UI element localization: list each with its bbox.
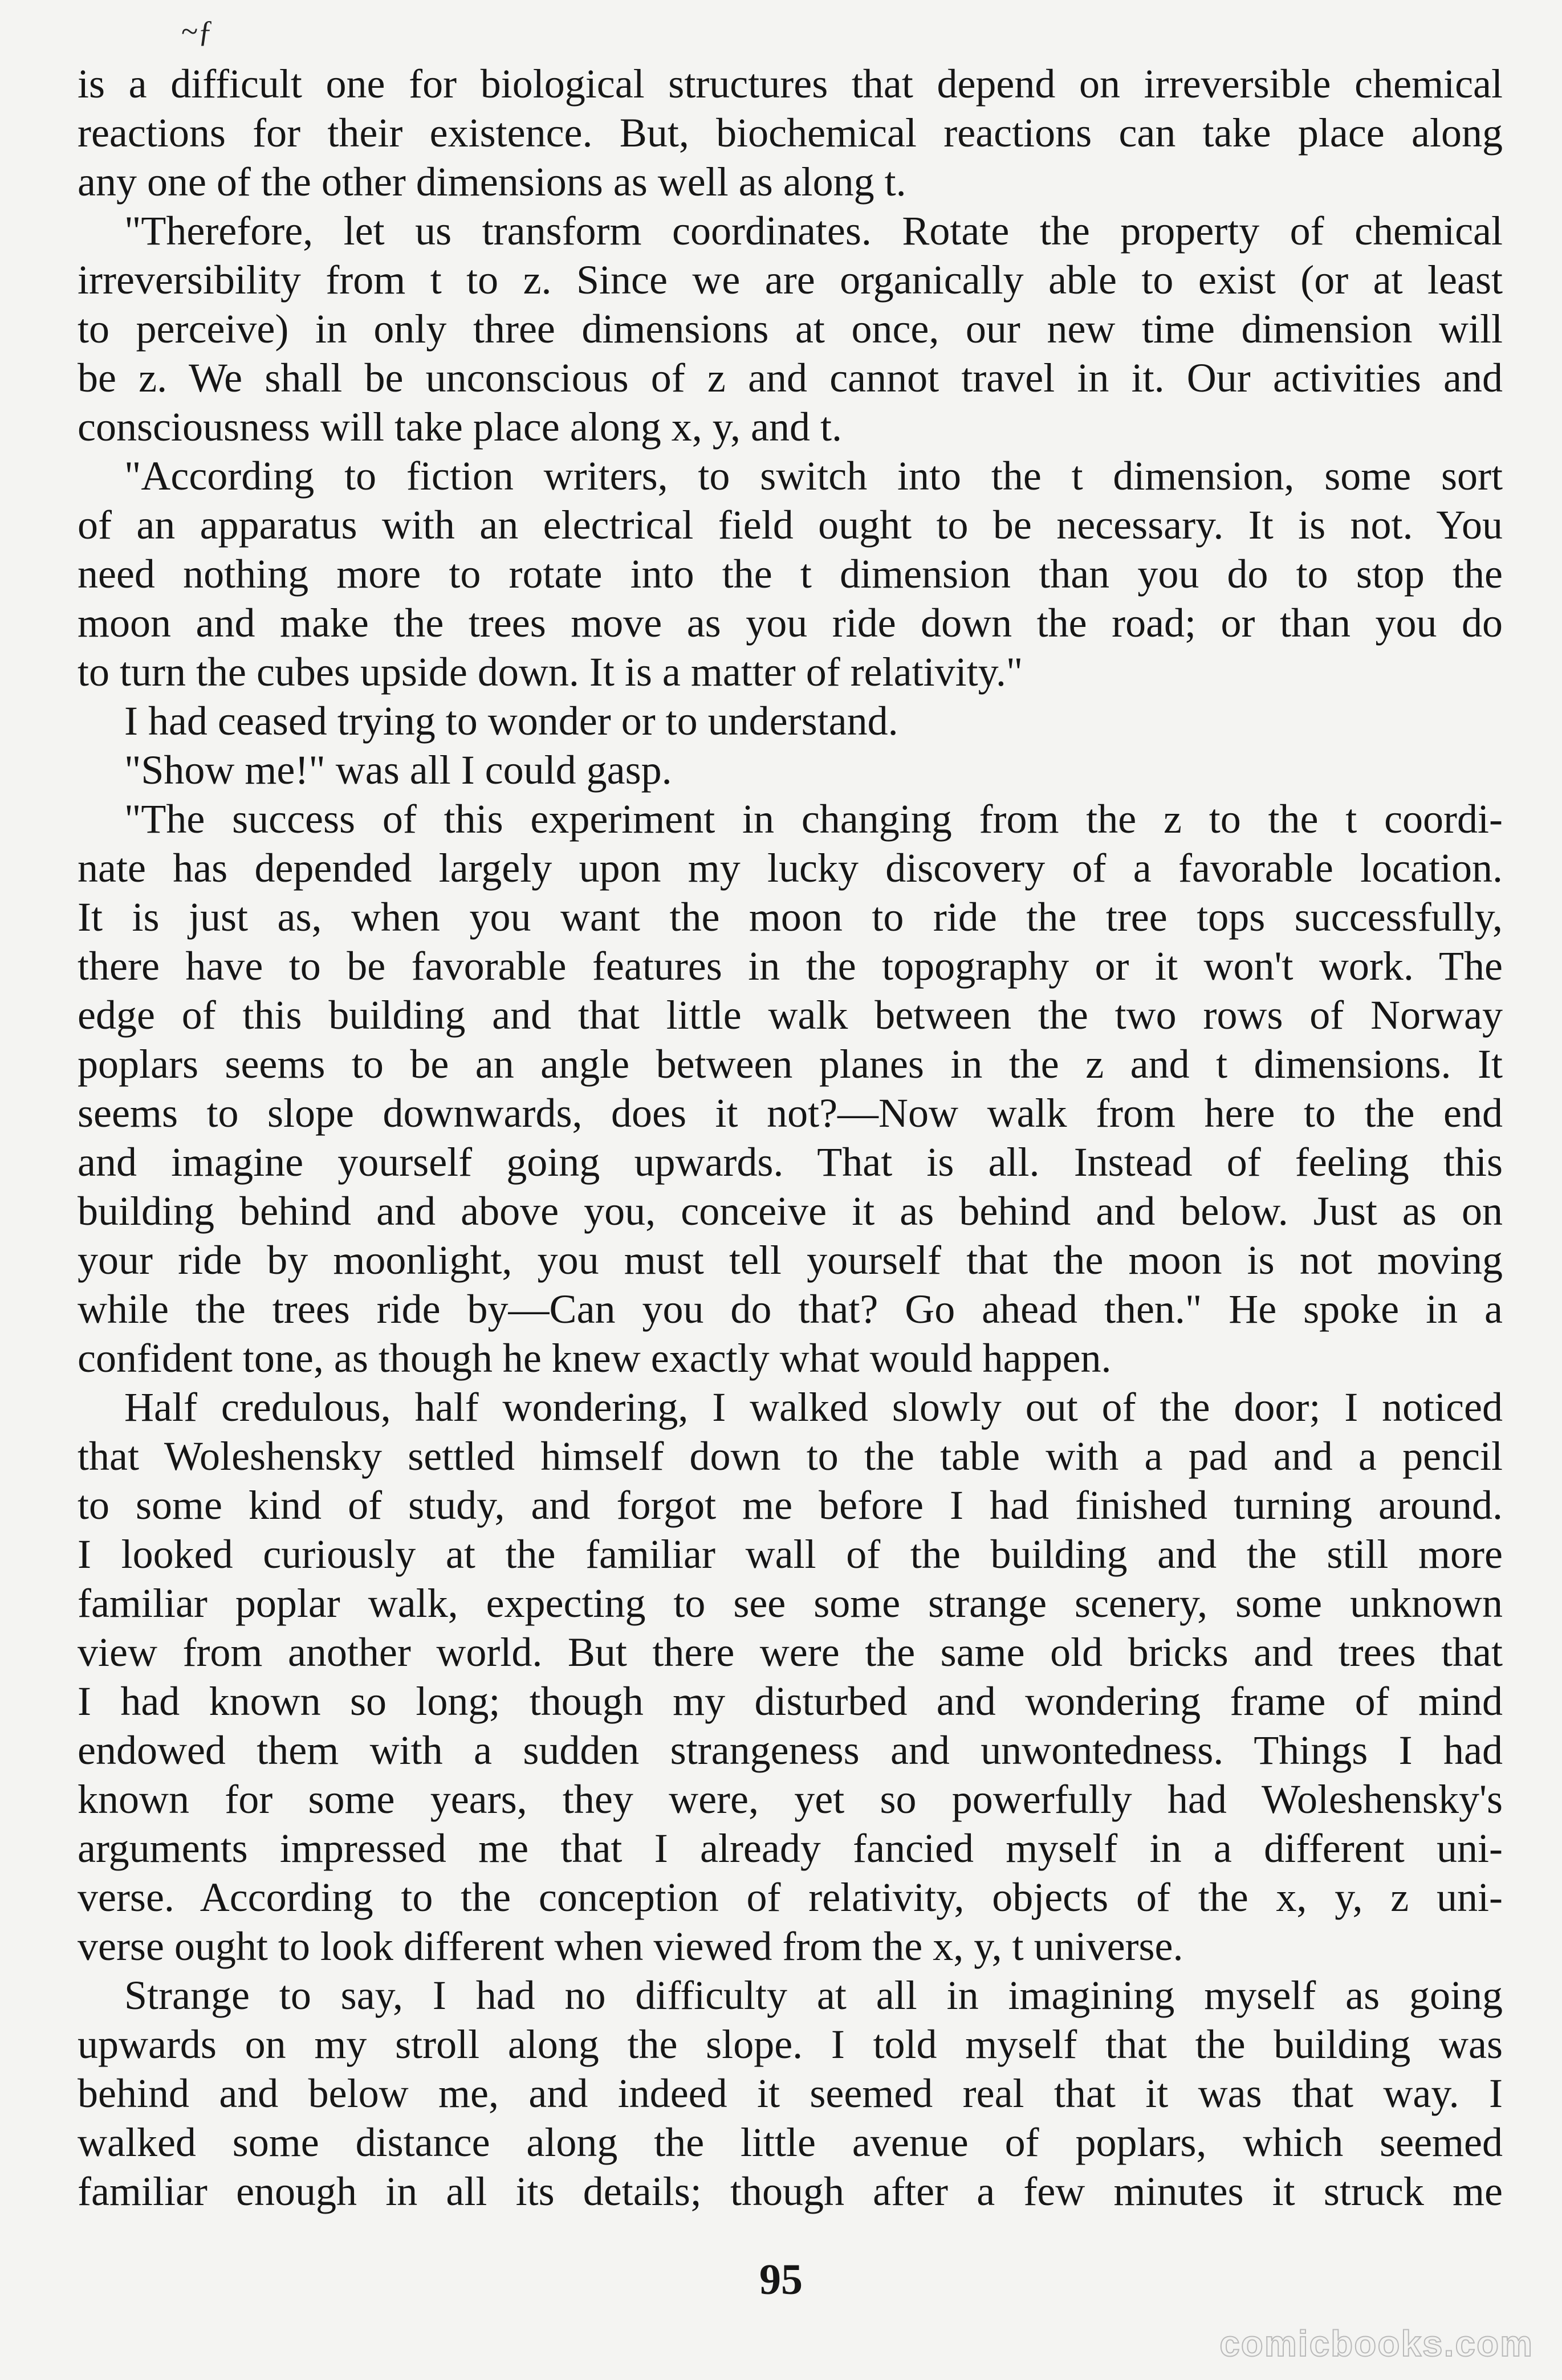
text-line: need nothing more to rotate into the t dimension than you do to stop the: [78, 551, 1503, 597]
text-line: "According to fiction writers, to switch into the t dimension, some sort: [124, 453, 1503, 499]
text-line: confident tone, as though he knew exactly what would happen.: [78, 1335, 1112, 1381]
text-line: "Therefore, let us transform coordinates. Rotate the property of chemical: [124, 208, 1503, 254]
text-line: "Show me!" was all I could gasp.: [124, 747, 672, 793]
text-line: seems to slope downwards, does it not?—Now walk from here to the end: [78, 1090, 1503, 1136]
text-line: Strange to say, I had no difficulty at all in imagining myself as going: [124, 1973, 1503, 2018]
text-line: behind and below me, and indeed it seemed real that it was that way. I: [78, 2071, 1503, 2116]
text-line: verse ought to look different when viewed from the x, y, t universe.: [78, 1923, 1183, 1969]
text-line: familiar poplar walk, expecting to see some strange scenery, some unknown: [78, 1580, 1503, 1626]
top-mark: ~ƒ: [181, 14, 214, 48]
text-line: consciousness will take place along x, y, and t.: [78, 404, 842, 450]
text-line: to turn the cubes upside down. It is a matter of relativity.": [78, 649, 1023, 695]
text-line: I had ceased trying to wonder or to understand.: [124, 698, 898, 744]
text-line: of an apparatus with an electrical field ought to be necessary. It is not. You: [78, 502, 1503, 548]
text-line: endowed them with a sudden strangeness and unwontedness. Things I had: [78, 1727, 1503, 1773]
text-line: Half credulous, half wondering, I walked slowly out of the door; I noticed: [124, 1384, 1503, 1430]
text-line: verse. According to the conception of relativity, objects of the x, y, z uni-: [78, 1874, 1503, 1920]
text-line: I had known so long; though my disturbed and wondering frame of mind: [78, 1678, 1503, 1724]
text-line: there have to be favorable features in the topography or it won't work. The: [78, 943, 1503, 989]
text-line: walked some distance along the little avenue of poplars, which seemed: [78, 2120, 1503, 2165]
text-line: view from another world. But there were the same old bricks and trees that: [78, 1629, 1503, 1675]
text-line: building behind and above you, conceive it as behind and below. Just as on: [78, 1188, 1503, 1234]
body-text: [78, 59, 1503, 2253]
text-line: moon and make the trees move as you ride down the road; or than you do: [78, 600, 1503, 646]
text-line: while the trees ride by—Can you do that? Go ahead then." He spoke in a: [78, 1286, 1503, 1332]
page-number: 95: [759, 2256, 803, 2304]
text-line: any one of the other dimensions as well as along t.: [78, 159, 906, 205]
text-line: reactions for their existence. But, biochemical reactions can take place along: [78, 110, 1503, 156]
text-line: your ride by moonlight, you must tell yourself that the moon is not moving: [78, 1237, 1503, 1283]
text-line: and imagine yourself going upwards. That is all. Instead of feeling this: [78, 1139, 1503, 1185]
text-line: "The success of this experiment in changing from the z to the t coordi-: [124, 796, 1503, 842]
text-line: familiar enough in all its details; though after a few minutes it struck me: [78, 2169, 1503, 2214]
text-line: is a difficult one for biological structures that depend on irreversible chemical: [78, 61, 1503, 107]
text-line: known for some years, they were, yet so powerfully had Woleshensky's: [78, 1776, 1503, 1822]
text-line: upwards on my stroll along the slope. I told myself that the building was: [78, 2022, 1503, 2067]
text-line: edge of this building and that little walk between the two rows of Norway: [78, 992, 1503, 1038]
text-line: nate has depended largely upon my lucky discovery of a favorable location.: [78, 845, 1503, 891]
text-line: to perceive) in only three dimensions at once, our new time dimension will: [78, 306, 1503, 352]
text-line: I looked curiously at the familiar wall of the building and the still more: [78, 1531, 1503, 1577]
text-line: to some kind of study, and forgot me before I had finished turning around.: [78, 1482, 1503, 1528]
text-line: that Woleshensky settled himself down to the table with a pad and a pencil: [78, 1433, 1503, 1479]
text-line: poplars seems to be an angle between planes in the z and t dimensions. It: [78, 1041, 1503, 1087]
text-line: It is just as, when you want the moon to ride the tree tops successfully,: [78, 894, 1503, 940]
watermark: comicbooks.com: [1219, 2323, 1533, 2364]
text-line: arguments impressed me that I already fancied myself in a different uni-: [78, 1825, 1503, 1871]
text-line: be z. We shall be unconscious of z and cannot travel in it. Our activities and: [78, 355, 1503, 401]
text-line: irreversibility from t to z. Since we are organically able to exist (or at least: [78, 257, 1503, 303]
